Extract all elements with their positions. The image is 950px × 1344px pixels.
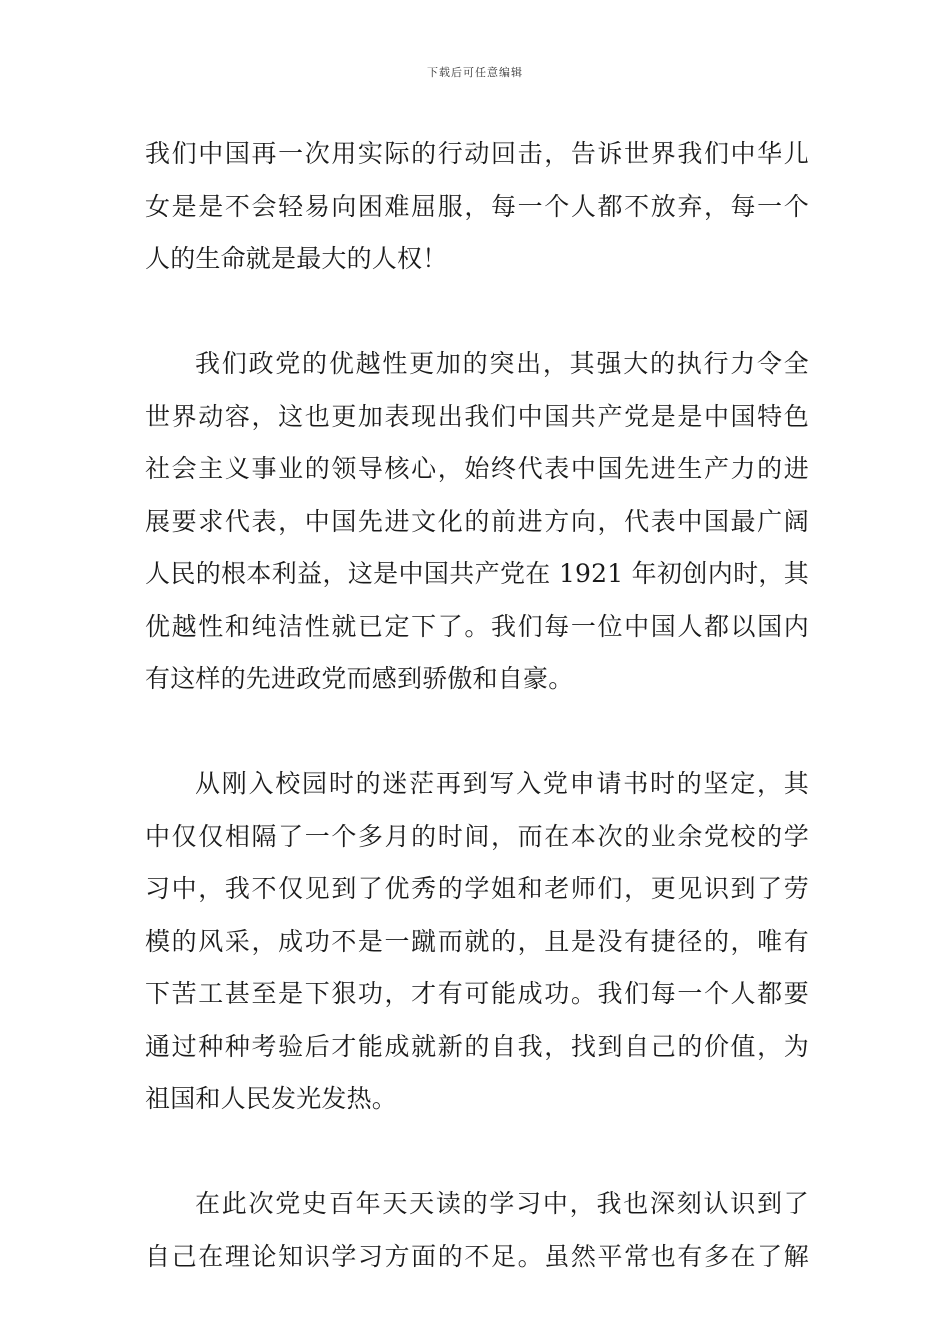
text-line: 自己在理论知识学习方面的不足。虽然平常也有多在了解 xyxy=(145,1241,809,1271)
text-line: 人民的根本利益，这是中国共产党在 1921 年初创内时，其 xyxy=(145,559,809,588)
paragraph-spacer xyxy=(145,706,809,759)
text-line: 模的风采，成功不是一蹴而就的，且是没有捷径的，唯有 xyxy=(145,926,809,956)
paragraph-spacer xyxy=(145,286,809,339)
text-line: 在此次党史百年天天读的学习中，我也深刻认识到了 xyxy=(195,1189,809,1218)
paragraph-spacer xyxy=(145,1126,809,1179)
text-line: 有这样的先进政党而感到骄傲和自豪。 xyxy=(145,664,574,693)
text-line: 下苦工甚至是下狠功，才有可能成功。我们每一个人都要 xyxy=(145,979,809,1008)
paragraph xyxy=(145,1178,809,1283)
document-body xyxy=(145,128,809,1283)
text-line: 展要求代表，中国先进文化的前进方向，代表中国最广阔 xyxy=(145,506,809,536)
text-line: 社会主义事业的领导核心，始终代表中国先进生产力的进 xyxy=(145,454,809,483)
paragraph xyxy=(145,758,809,1126)
text-line: 中仅仅相隔了一个多月的时间，而在本次的业余党校的学 xyxy=(145,821,809,851)
text-line: 通过种种考验后才能成就新的自我，找到自己的价值，为 xyxy=(145,1031,809,1061)
paragraph xyxy=(145,128,809,286)
text-line: 祖国和人民发光发热。 xyxy=(145,1084,398,1113)
text-line: 从刚入校园时的迷茫再到写入党申请书时的坚定，其 xyxy=(195,769,809,798)
text-line: 人的生命就是最大的人权！ xyxy=(145,244,448,273)
text-line: 我们政党的优越性更加的突出，其强大的执行力令全 xyxy=(195,349,809,378)
text-line: 我们中国再一次用实际的行动回击，告诉世界我们中华儿 xyxy=(145,139,809,168)
text-line: 女是是不会轻易向困难屈服，每一个人都不放弃，每一个 xyxy=(145,191,809,221)
text-line: 优越性和纯洁性就已定下了。我们每一位中国人都以国内 xyxy=(145,611,809,641)
text-line: 世界动容，这也更加表现出我们中国共产党是是中国特色 xyxy=(145,401,809,431)
page-header: 下载后可任意编辑 xyxy=(427,66,523,79)
text-line: 习中，我不仅见到了优秀的学姐和老师们，更见识到了劳 xyxy=(145,874,809,903)
paragraph xyxy=(145,338,809,706)
